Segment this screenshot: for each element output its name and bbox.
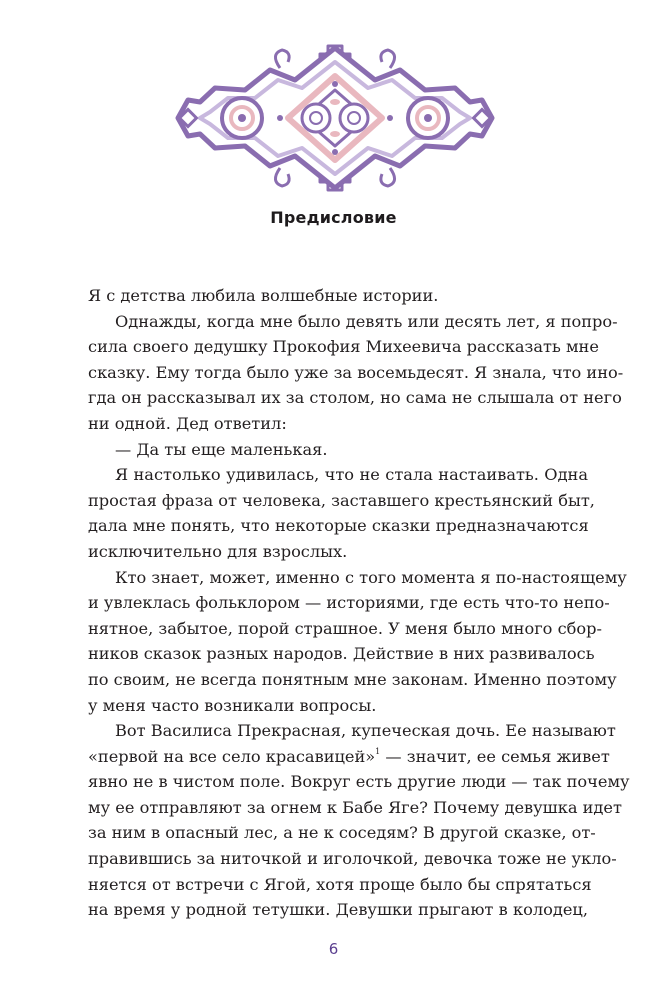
text-line: сила своего дедушку Прокофия Михеевича рассказать мне [88,337,599,357]
footnote-mark[interactable]: 1 [375,746,381,756]
folk-pattern-ornament-icon [170,40,500,195]
text-line: гда он рассказывал их за столом, но сама не слышала от него [88,388,622,408]
text-line: исключительно для взрослых. [88,541,348,561]
page-title: Предисловие [270,208,397,227]
text-line: простая фраза от человека, заставшего крестьянский быт, [88,490,595,510]
text-line: и увлеклась фольклором — историями, где есть что-то непо- [88,593,610,613]
text-line: Кто знает, может, именно с того момента я по-настоящему [115,567,627,587]
text-line: нятное, забытое, порой страшное. У меня было много сбор- [88,618,602,638]
text-line: Я с детства любила волшебные истории. [88,286,439,305]
text-line: явно не в чистом поле. Вокруг есть другие люди — так почему [88,772,630,792]
body-text [88,283,630,923]
text-line: Однажды, когда мне было девять или десять лет, я попро- [115,311,618,331]
text-line: няется от встречи с Ягой, хотя проще было бы спрятаться [88,874,592,894]
text-line: му ее отправляют за огнем к Бабе Яге? Почему девушка идет [88,797,622,817]
text-line: ников сказок разных народов. Действие в них развивалось [88,644,595,664]
text-line: правившись за ниточкой и иголочкой, девочка тоже не укло- [88,849,617,869]
text-line: Вот Василиса Прекрасная, купеческая дочь. Ее называют [115,721,616,741]
text-line: сказку. Ему тогда было уже за восемьдесят. Я знала, что ино- [88,362,624,382]
text-line: — Да ты еще маленькая. [115,439,328,459]
text-line: по своим, не всегда понятным мне законам. Именно поэтому [88,669,617,689]
text-line: за ним в опасный лес, а не к соседям? В другой сказке, от- [88,823,596,843]
text-fragment: «первой на все село красавицей» [88,746,376,766]
text-line: Я настолько удивилась, что не стала настаивать. Одна [115,465,588,485]
text-fragment: — значит, ее семья живет [385,746,610,766]
page-number: 6 [328,940,339,958]
text-line: у меня часто возникали вопросы. [88,695,377,715]
text-line [88,744,610,770]
text-line: дала мне понять, что некоторые сказки предназначаются [88,516,589,536]
text-line: ни одной. Дед ответил: [88,413,287,433]
text-line: на время у родной тетушки. Девушки прыгают в колодец, [88,900,588,920]
